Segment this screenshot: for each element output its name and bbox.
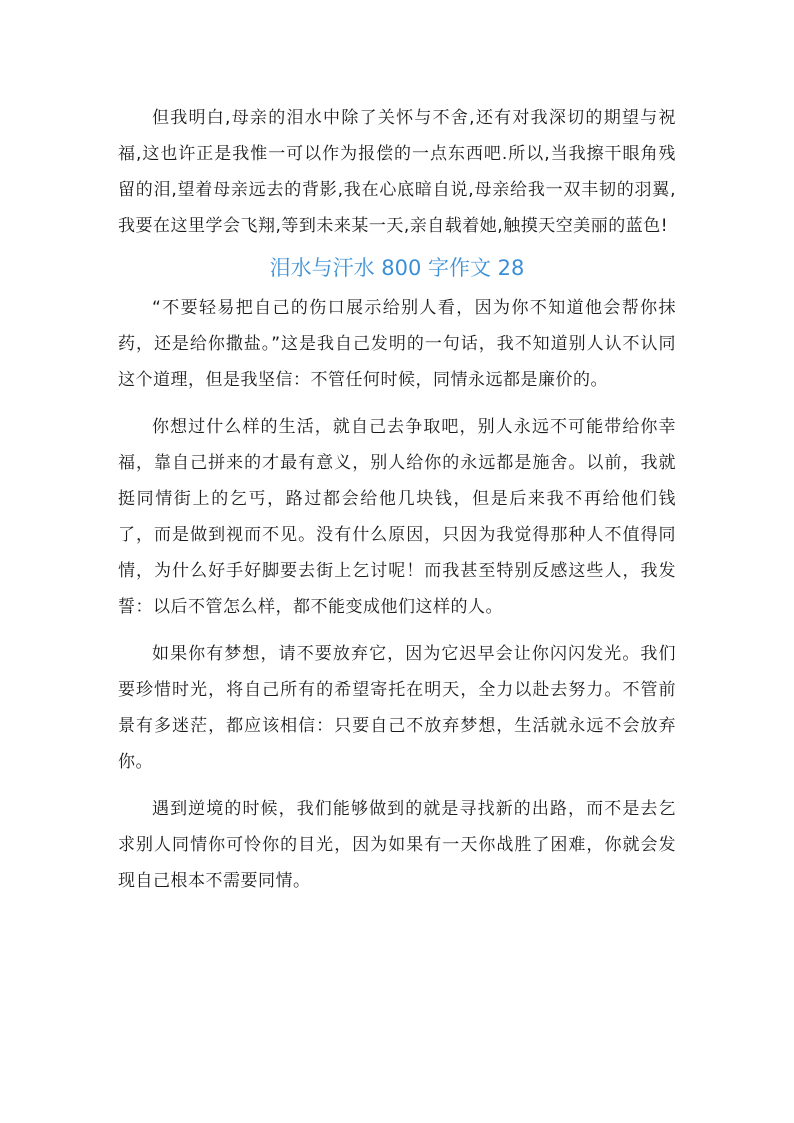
body-paragraph-4: 遇到逆境的时候，我们能够做到的就是寻找新的出路，而不是去乞求别人同情你可怜你的目光，因为如果有一天你战胜了困难，你就会发现自己根本不需要同情。 — [118, 799, 676, 891]
body-paragraph-3: 如果你有梦想，请不要放弃它，因为它迟早会让你闪闪发光。我们要珍惜时光，将自己所有的希望寄托在明天，全力以赴去努力。不管前景有多迷茫，都应该相信：只要自己不放弃梦想，生活就永远不会放弃你。 — [118, 644, 676, 772]
body-paragraph-1: “不要轻易把自己的伤口展示给别人看，因为你不知道他会帮你抹药，还是给你撒盐。”这是我自己发明的一句话，我不知道别人认不认同这个道理，但是我坚信：不管任何时候，同情永远都是廉价的。 — [118, 298, 676, 390]
document-body — [118, 100, 676, 899]
essay-title: 泪水与汗水 800 字作文 28 — [269, 256, 525, 280]
intro-paragraph: 但我明白,母亲的泪水中除了关怀与不舍,还有对我深切的期望与祝福,这也许正是我惟一可以作为报偿的一点东西吧.所以,当我擦干眼角残留的泪,望着母亲远去的背影,我在心底暗自说,母亲给我一双丰韧的羽翼,我要在这里学会飞翔,等到未来某一天,亲自载着她,触摸天空美丽的蓝色! — [118, 108, 676, 236]
body-paragraph-2: 你想过什么样的生活，就自己去争取吧，别人永远不可能带给你幸福，靠自己拼来的才最有意义，别人给你的永远都是施舍。以前，我就挺同情街上的乞丐，路过都会给他几块钱，但是后来我不再给他们钱了，而是做到视而不见。没有什么原因，只因为我觉得那种人不值得同情，为什么好手好脚要去街上乞讨呢！而我甚至特别反感这些人，我发誓：以后不管怎么样，都不能变成他们这样的人。 — [118, 417, 676, 617]
